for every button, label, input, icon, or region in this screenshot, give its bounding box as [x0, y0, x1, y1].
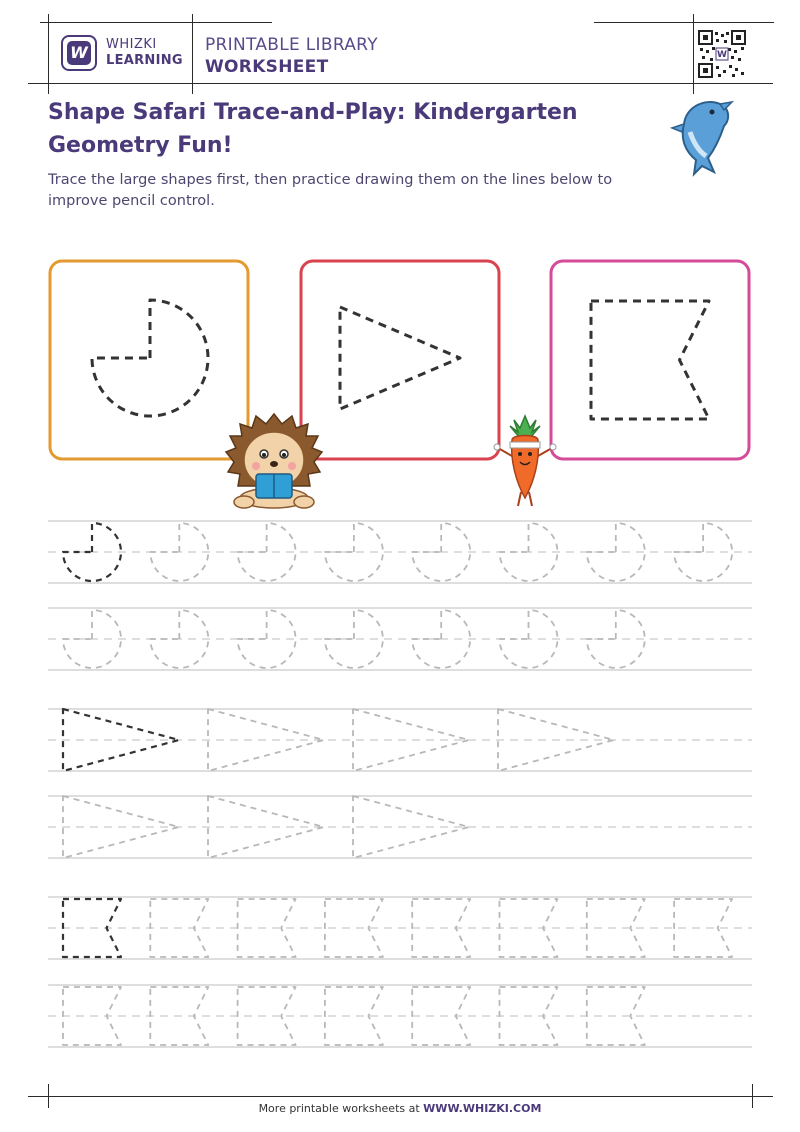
- practice-shape[interactable]: [63, 610, 121, 668]
- instructions-text: Trace the large shapes first, then practice drawing them on the lines below to improve pencil control.: [48, 172, 613, 209]
- shape-frame-3: [551, 261, 749, 459]
- brand-name-bottom: LEARNING: [106, 53, 183, 68]
- practice-shape[interactable]: [150, 523, 208, 581]
- practice-shape[interactable]: [500, 610, 558, 668]
- footer-link[interactable]: WWW.WHIZKI.COM: [423, 1102, 542, 1115]
- practice-shape[interactable]: [500, 523, 558, 581]
- library-label: PRINTABLE LIBRARY: [205, 35, 378, 55]
- whizki-logo-icon: W: [61, 35, 97, 71]
- brand-name-top: WHIZKI: [106, 37, 157, 52]
- practice-shape[interactable]: [150, 610, 208, 668]
- shape-frame-1: [50, 261, 248, 459]
- svg-text:W: W: [717, 50, 727, 60]
- worksheet-label: WORKSHEET: [205, 57, 329, 77]
- footer-line: [28, 1096, 773, 1097]
- shape-frame-2: [301, 261, 499, 459]
- footer-text: [0, 1102, 800, 1115]
- practice-shape[interactable]: [63, 523, 121, 581]
- hedgehog-illustration: [224, 412, 324, 510]
- page-title: Shape Safari Trace-and-Play: Kindergarten Geometry Fun!: [48, 100, 578, 158]
- carrot-illustration: [490, 412, 560, 510]
- footer-prefix: More printable worksheets at: [258, 1102, 424, 1115]
